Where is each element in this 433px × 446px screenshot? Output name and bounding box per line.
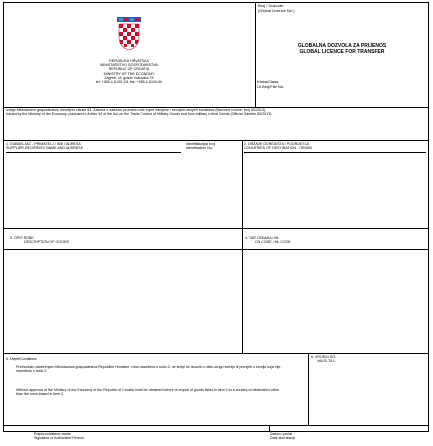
licence-form: [3, 2, 429, 432]
column-divider: [242, 228, 243, 353]
supplier-recipient-label: 1. DOBAVLJAČ - PRIMATELJ / IME I ADRESA SUPPLIER-RECIPIENT/ NAME AND ADDRESS: [6, 142, 84, 151]
underline: [244, 152, 426, 153]
header-divider: [255, 3, 256, 107]
divider: [4, 249, 428, 250]
divider: [4, 228, 428, 229]
intro-text: Izdaje Ministarstvo gospodarstva, temeljem članka 53. Zakona o nadzoru prometa robe vojne namjene i nevojnih ubojnih sredstava (Narodne novine, broj 80/2013). Issued by the Ministry of the Economy, pursuant to Article 53 of the Act on the Trade Control of Military Goods and Non-military Lethal Goods (Official Gazette 80/2013).: [6, 108, 273, 117]
divider: [4, 425, 428, 426]
ministry-block: [59, 59, 199, 84]
ministry-line: MINISTARSTVO GOSPODARSTVA: [100, 63, 158, 68]
ministry-line: REPUBLIC OF CROATIA: [108, 67, 150, 72]
page-title: [262, 43, 422, 55]
valid-till-label: 6. VRIJEDI DO: VALID TILL:: [311, 355, 337, 364]
column-divider: [269, 425, 270, 432]
divider: [4, 140, 428, 141]
ministry-line: REPUBLIKA HRVATSKA: [109, 59, 149, 63]
ministry-line: Zagreb, Ul. grada Vukovara 78: [104, 75, 154, 80]
signature-label: Potpis ovlaštene osobe Signature of Authorised Person: [34, 432, 84, 441]
column-divider: [242, 140, 243, 228]
licence-number-label: Broj / Dozvole: (Global Licence No.): [258, 3, 295, 13]
column-divider: [308, 353, 309, 425]
underline: [6, 152, 181, 153]
divider: [4, 353, 428, 354]
title-en: GLOBAL LICENCE FOR TRANSFER: [299, 49, 385, 55]
conditions-text-en: Without approval of the Ministry of the Economy of the Republic of Croatia must be obtained before re-export of goods listed in item 3 to a country of destination other than the ones stated in item 2.: [16, 388, 280, 397]
countries-label: 2. DRŽAVE ODREDIŠTA / PODRIJETLA COUNTRIES OF DESTINATION - ORIGIN: [244, 142, 313, 151]
date-stamp-label: Datum i pečat Date and stamp: [270, 432, 296, 441]
ministry-line: tel: +385-1-6109-111 fax: +385-1-6109-50: [95, 80, 163, 85]
title-hr: GLOBALNA DOZVOLA ZA PRIJENOS: [297, 43, 387, 49]
description-of-goods-label: 3. OPIS ROBE DESCRIPTION OF GOODS: [10, 236, 69, 245]
identification-number-label: Identifikacijski broj Identification No.: [186, 142, 216, 151]
croatian-coat-of-arms-icon: [116, 17, 142, 51]
ministry-line: MINISTRY OF THE ECONOMY: [103, 71, 155, 76]
cn-code-label: 4. TAR OZNAKA / ML CN CODE / ML CODE: [245, 236, 291, 245]
conditions-label: 5. Uvjeti/Conditions: [6, 357, 37, 361]
class-field: Klasa/Class: Ur.Broj/File No:: [257, 79, 285, 89]
conditions-text-hr: Prethodnim odobrenjem Ministarstva gospodarstva Republike Hrvatske, roba navedena u točki 3. ne smije se izvoziti u neku drugu zemlju ili prenijeti u zemlju koja nije navedena u točki 2.: [16, 365, 281, 374]
